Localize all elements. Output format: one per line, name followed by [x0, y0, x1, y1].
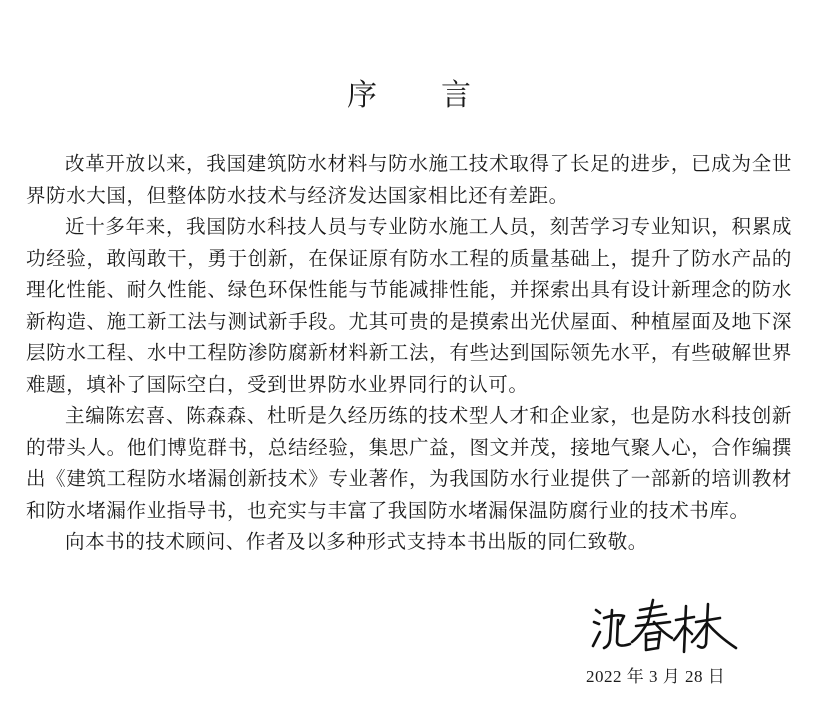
paragraph-2: 近十多年来，我国防水科技人员与专业防水施工人员，刻苦学习专业知识，积累成功经验，敢闯敢干，勇于创新，在保证原有防水工程的质量基础上，提升了防水产品的理化性能、耐久性能、绿色环保性能与节能减排性能，并探索出具有设计新理念的防水新构造、施工新工法与测试新手段。尤其可贵的是摸索出光伏屋面、种植屋面及地下深层防水工程、水中工程防渗防腐新材料新工法，有些达到国际领先水平，有些破解世界难题，填补了国际空白，受到世界防水业界同行的认可。	[26, 215, 792, 396]
preface-body	[26, 148, 792, 558]
title-char-2: 言	[441, 78, 471, 113]
page-title	[0, 70, 818, 114]
paragraph-3: 主编陈宏喜、陈森森、杜昕是久经历练的技术型人才和企业家，也是防水科技创新的带头人。他们博览群书，总结经验，集思广益，图文并茂，接地气聚人心，合作编撰出《建筑工程防水堵漏创新技术》专业著作，为我国防水行业提供了一部新的培训教材和防水堵漏作业指导书，也充实与丰富了我国防水堵漏保温防腐行业的技术书库。	[26, 404, 792, 522]
signing-date: 2022 年 3 月 28 日	[586, 667, 726, 686]
paragraph-1: 改革开放以来，我国建筑防水材料与防水施工技术取得了长足的进步，已成为全世界防水大国，但整体防水技术与经济发达国家相比还有差距。	[26, 152, 792, 207]
paragraph-4: 向本书的技术顾问、作者及以多种形式支持本书出版的同仁致敬。	[65, 530, 648, 553]
handwritten-signature	[590, 596, 740, 656]
title-char-1: 序	[347, 78, 377, 113]
